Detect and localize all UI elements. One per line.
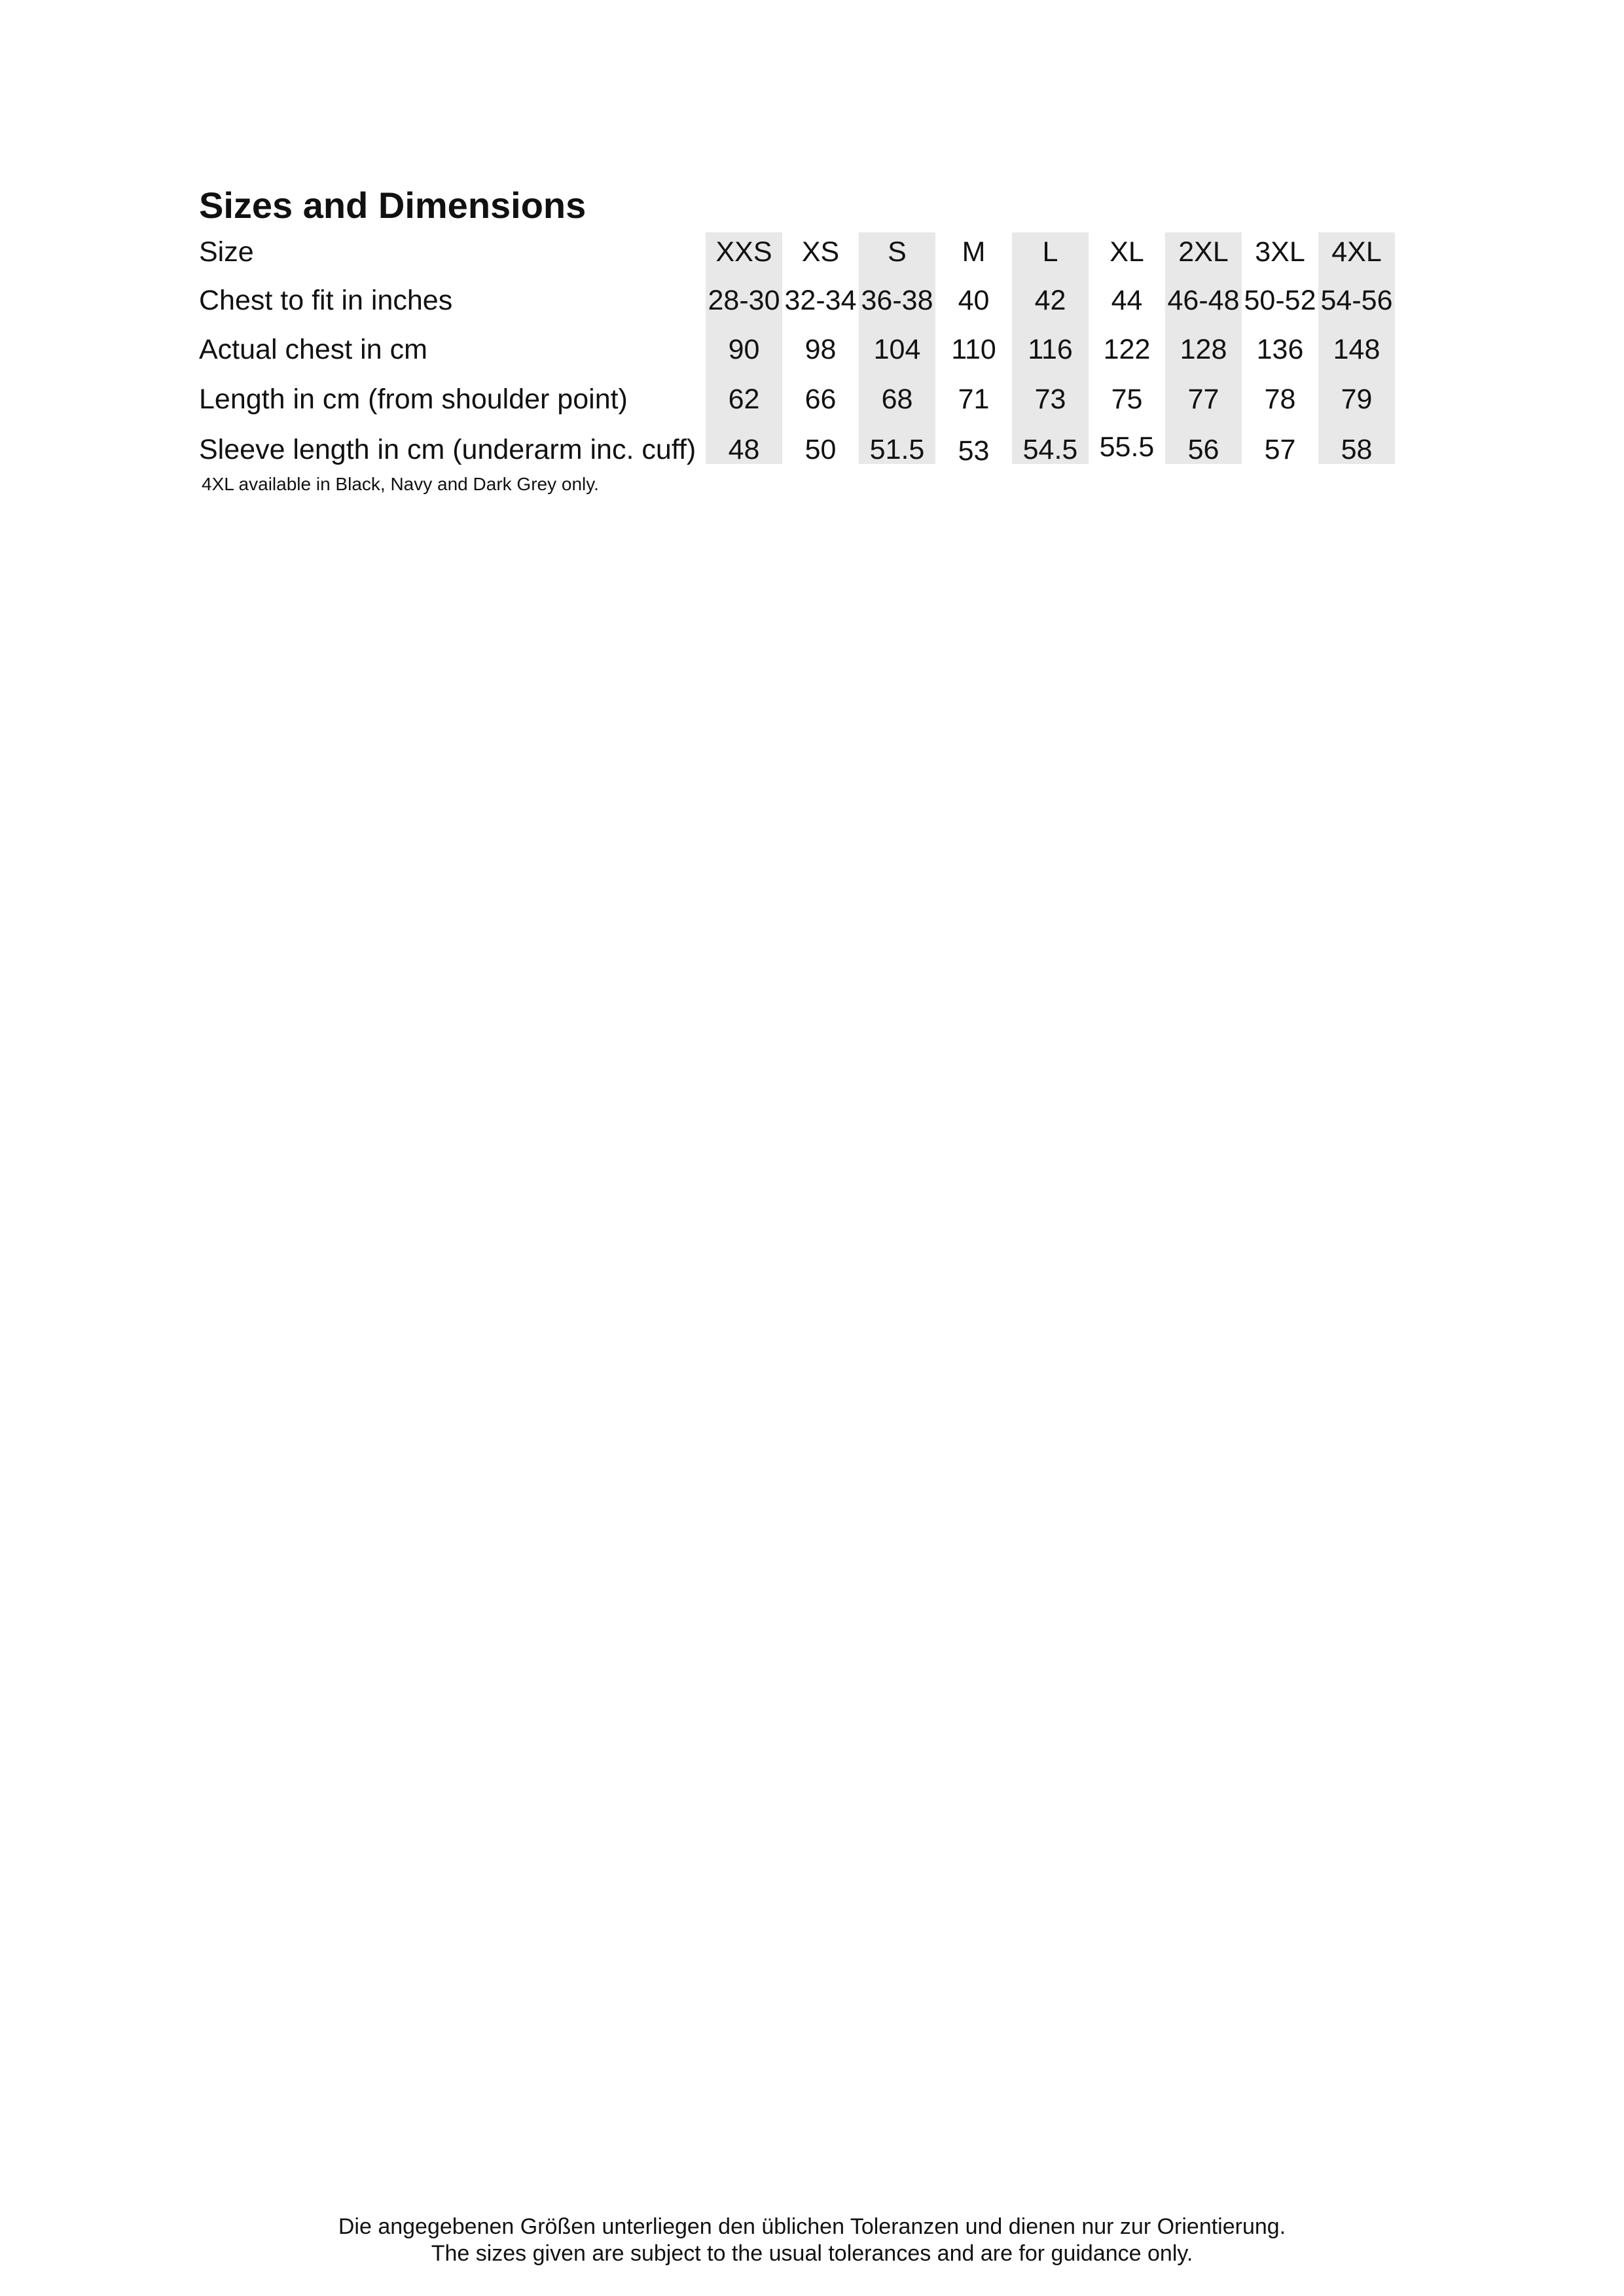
sleeve-cell: 51.5 bbox=[869, 434, 925, 465]
actual-chest-cell: 90 bbox=[728, 334, 760, 365]
actual-chest-cell: 104 bbox=[873, 334, 921, 365]
sleeve-cell: 57 bbox=[1264, 434, 1296, 465]
size-cell: L bbox=[1042, 236, 1058, 268]
size-cell: XS bbox=[801, 236, 840, 268]
row-label-sleeve: Sleeve length in cm (underarm inc. cuff) bbox=[199, 434, 696, 465]
sleeve-cell: 54.5 bbox=[1022, 434, 1078, 465]
chest-inches-cell: 54-56 bbox=[1320, 285, 1393, 316]
length-cell: 68 bbox=[881, 384, 913, 415]
chest-inches-cell: 32-34 bbox=[784, 285, 857, 316]
size-cell: XL bbox=[1110, 236, 1144, 268]
actual-chest-cell: 116 bbox=[1028, 334, 1073, 365]
footer-disclaimer-en: The sizes given are subject to the usual tolerances and are for guidance only. bbox=[431, 2241, 1193, 2266]
footer-disclaimer-de: Die angegebenen Größen unterliegen den üblichen Toleranzen und dienen nur zur Orientierung. bbox=[338, 2214, 1286, 2239]
actual-chest-cell: 136 bbox=[1256, 334, 1304, 365]
sleeve-cell: 48 bbox=[728, 434, 760, 465]
actual-chest-cell: 110 bbox=[951, 334, 996, 365]
length-cell: 73 bbox=[1034, 384, 1066, 415]
actual-chest-cell: 122 bbox=[1103, 334, 1151, 365]
size-cell: S bbox=[888, 236, 907, 268]
actual-chest-cell: 128 bbox=[1180, 334, 1227, 365]
row-label-length: Length in cm (from shoulder point) bbox=[199, 384, 628, 415]
sleeve-cell: 58 bbox=[1341, 434, 1373, 465]
chest-inches-cell: 28-30 bbox=[708, 285, 780, 316]
chest-inches-cell: 50-52 bbox=[1244, 285, 1316, 316]
length-cell: 75 bbox=[1111, 384, 1143, 415]
size-cell: 2XL bbox=[1178, 236, 1229, 268]
length-cell: 71 bbox=[958, 384, 990, 415]
sleeve-cell: 55.5 bbox=[1099, 431, 1155, 463]
chest-inches-cell: 42 bbox=[1034, 285, 1066, 316]
length-cell: 77 bbox=[1187, 384, 1219, 415]
size-cell: XXS bbox=[715, 236, 772, 268]
sleeve-cell: 50 bbox=[804, 434, 837, 465]
size-cell: 3XL bbox=[1255, 236, 1305, 268]
chest-inches-cell: 44 bbox=[1111, 285, 1143, 316]
chest-inches-cell: 40 bbox=[958, 285, 990, 316]
length-cell: 79 bbox=[1341, 384, 1373, 415]
page-title: Sizes and Dimensions bbox=[199, 185, 586, 226]
actual-chest-cell: 148 bbox=[1333, 334, 1380, 365]
chest-inches-cell: 46-48 bbox=[1167, 285, 1240, 316]
actual-chest-cell: 98 bbox=[804, 334, 837, 365]
sleeve-cell: 56 bbox=[1187, 434, 1219, 465]
availability-note: 4XL available in Black, Navy and Dark Grey only. bbox=[202, 474, 599, 494]
size-cell: 4XL bbox=[1331, 236, 1382, 268]
row-label-size: Size bbox=[199, 236, 254, 268]
row-label-actual-chest: Actual chest in cm bbox=[199, 334, 427, 365]
sleeve-cell: 53 bbox=[958, 435, 990, 467]
length-cell: 62 bbox=[728, 384, 760, 415]
row-label-chest-inches: Chest to fit in inches bbox=[199, 285, 453, 316]
chest-inches-cell: 36-38 bbox=[861, 285, 933, 316]
length-cell: 78 bbox=[1264, 384, 1296, 415]
length-cell: 66 bbox=[804, 384, 837, 415]
size-cell: M bbox=[962, 236, 986, 268]
